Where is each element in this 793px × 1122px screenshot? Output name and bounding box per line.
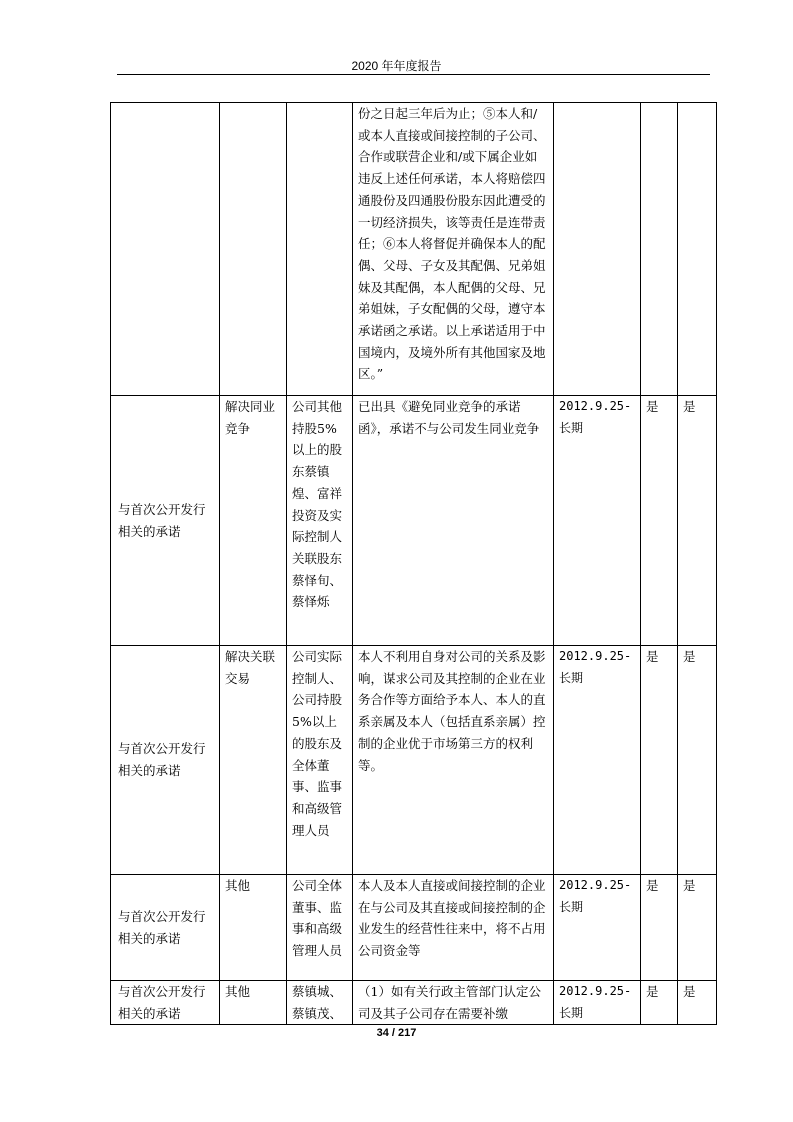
commitment-table	[110, 102, 717, 1025]
deadline-cell: 是	[641, 981, 678, 1025]
type-cell: 其他	[220, 981, 287, 1025]
table-row	[111, 396, 717, 646]
content-text: 已出具《避免同业竞争的承诺函》，承诺不与公司发生同业竞争	[358, 399, 540, 436]
party-text: 公司其他持股5%以上的股东蔡镇煌、富祥投资及实际控制人关联股东蔡怿旬、蔡怿烁	[292, 399, 343, 610]
content-text: （1）如有关行政主管部门认定公司及其子公司存在需要补缴	[358, 984, 541, 1021]
type-cell: 解决关联交易	[220, 646, 287, 875]
deadline-cell	[641, 103, 678, 396]
table-row	[111, 875, 717, 981]
report-header-title: 2020 年年度报告	[351, 59, 442, 73]
header-divider	[117, 74, 710, 75]
party-cell	[287, 396, 353, 646]
time-cell	[554, 396, 641, 646]
content-cell	[353, 981, 554, 1025]
party-cell	[287, 875, 353, 981]
type-cell	[220, 103, 287, 396]
content-text: 本人不利用自身对公司的关系及影响，谋求公司及其控制的企业在业务合作等方面给予本人、本人的直系亲属及本人（包括直系亲属）控制的企业优于市场第三方的权利等。	[358, 649, 546, 773]
party-cell	[287, 981, 353, 1025]
time-text: 2012.9.25-长期	[559, 399, 632, 435]
content-text: 份之日起三年后为止；⑤本人和/或本人直接或间接控制的子公司、合作或联营企业和/或下属企业如违反上述任何承诺，本人将赔偿四通股份及四通股份股东因此遭受的一切经济损失，该等责任是连带责任；⑥本人将督促并确保本人的配偶、父母、子女及其配偶、兄弟姐妹及其配偶，本人配偶的父母、兄弟姐妹，子女配偶的父母，遵守本承诺函之承诺。以上承诺适用于中国境内，及境外所有其他国家及地区。”	[358, 106, 546, 382]
content-cell	[353, 103, 554, 396]
background-cell	[111, 103, 220, 396]
content-cell	[353, 875, 554, 981]
table-row	[111, 981, 717, 1025]
page-number: 34 / 217	[376, 1027, 417, 1039]
time-cell	[554, 981, 641, 1025]
background-cell: 与首次公开发行相关的承诺	[111, 396, 220, 646]
party-text: 蔡镇城、蔡镇茂、	[292, 984, 343, 1021]
table-row	[111, 646, 717, 875]
background-cell: 与首次公开发行相关的承诺	[111, 646, 220, 875]
time-cell	[554, 875, 641, 981]
fulfilled-cell	[678, 103, 717, 396]
fulfilled-cell: 是	[678, 396, 717, 646]
content-text: 本人及本人直接或间接控制的企业在与公司及其直接或间接控制的企业发生的经营性往来中，将不占用公司资金等	[358, 878, 546, 959]
fulfilled-cell: 是	[678, 981, 717, 1025]
time-text: 2012.9.25-长期	[559, 649, 632, 685]
party-cell	[287, 646, 353, 875]
deadline-cell: 是	[641, 646, 678, 875]
content-cell	[353, 396, 554, 646]
time-cell	[554, 646, 641, 875]
fulfilled-cell: 是	[678, 646, 717, 875]
party-cell	[287, 103, 353, 396]
background-cell: 与首次公开发行相关的承诺	[111, 981, 220, 1025]
deadline-cell: 是	[641, 396, 678, 646]
background-cell: 与首次公开发行相关的承诺	[111, 875, 220, 981]
party-text: 公司全体董事、监事和高级管理人员	[292, 878, 343, 959]
party-text: 公司实际控制人、公司持股 5%以上的股东及全体董事、监事和高级管理人员	[292, 649, 343, 838]
type-cell: 其他	[220, 875, 287, 981]
type-cell: 解决同业竞争	[220, 396, 287, 646]
time-cell	[554, 103, 641, 396]
time-text: 2012.9.25-长期	[559, 984, 632, 1020]
content-cell	[353, 646, 554, 875]
fulfilled-cell: 是	[678, 875, 717, 981]
table-row	[111, 103, 717, 396]
time-text: 2012.9.25-长期	[559, 878, 632, 914]
deadline-cell: 是	[641, 875, 678, 981]
